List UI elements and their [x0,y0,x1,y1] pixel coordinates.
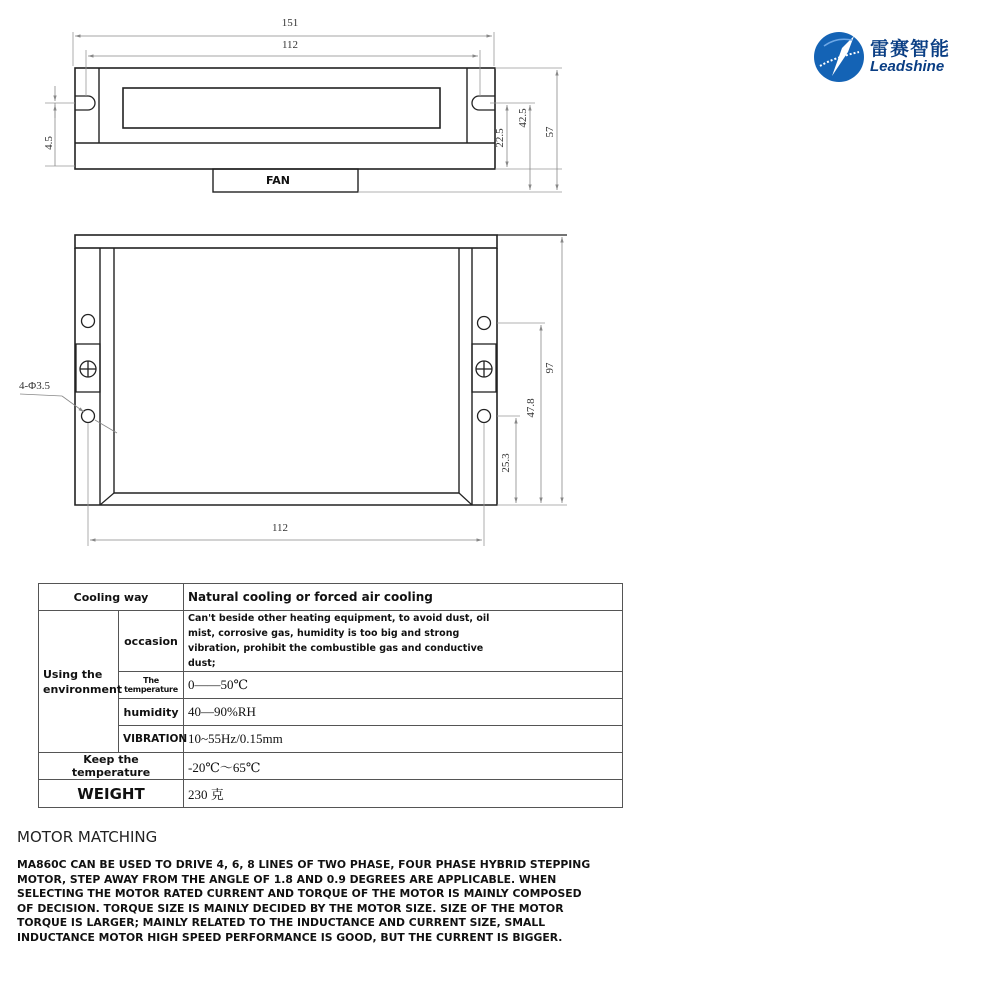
dim-4-5: 4.5 [43,136,55,150]
logo-chinese: 雷赛智能 [870,39,951,60]
table-row [39,699,623,726]
temperature-label: The temperature [119,672,184,699]
spec-table [38,583,623,808]
side-view-top-strip [75,235,497,248]
side-view [19,235,567,546]
dim-42-5: 42.5 [517,108,529,128]
leadshine-logo [812,30,962,86]
logo-english: Leadshine [870,58,945,75]
vibration-label: VIBRATION [119,726,184,753]
hole-top-left [82,315,95,328]
table-row [39,584,623,611]
weight-label: WEIGHT [39,780,184,808]
weight-value: 230 克 [184,780,623,808]
logo-globe-icon [812,30,866,84]
table-row [39,611,623,672]
humidity-value: 40—90%RH [184,699,623,726]
table-row [39,672,623,699]
top-view-window [123,88,440,128]
occasion-value: Can't beside other heating equipment, to avoid dust, oil mist, corrosive gas, humidity is too big and strong vibration, prohibit the combustible gas and conductive dust; [184,611,623,672]
dim-151: 151 [281,17,299,29]
dim-25-3: 25.3 [500,453,512,473]
dim-22-5: 22.5 [494,128,506,148]
humidity-label: humidity [119,699,184,726]
cooling-value: Natural cooling or forced air cooling [184,584,623,611]
hole-top-right [478,317,491,330]
left-slot [75,96,95,110]
table-row [39,726,623,753]
keep-temp-label: Keep the temperature [39,753,184,780]
dim-112-top: 112 [281,39,299,51]
dim-47-8: 47.8 [525,398,537,418]
environment-label: Using the environment [39,611,119,753]
dim-97: 97 [544,362,556,374]
motor-matching-title: MOTOR MATCHING [17,828,158,846]
occasion-label: occasion [119,611,184,672]
top-view-body [75,68,495,169]
hole-bottom-right [478,410,491,423]
top-view [43,17,562,192]
dim-holes: 4-Φ3.5 [19,380,50,392]
motor-matching-text: MA860C CAN BE USED TO DRIVE 4, 6, 8 LINES OF TWO PHASE, FOUR PHASE HYBRID STEPPING MOTOR, STEP AWAY FROM THE ANGLE OF 1.8 AND 0.9 DEGREES ARE APPLICABLE. WHEN SELECTING THE MOTOR RATED CURRENT AND TORQUE OF THE MOTOR IS MAINLY COMPOSED OF DECISION. TORQUE SIZE IS MAINLY DECIDED BY THE MOTOR SIZE. SIZE OF THE MOTOR TORQUE IS LARGER; MAINLY RELATED TO THE INDUCTANCE AND CURRENT SIZE, SMALL INDUCTANCE MOTOR HIGH SPEED PERFORMANCE IS GOOD, BUT THE CURRENT IS BIGGER. [17,858,591,944]
table-row [39,780,623,808]
vibration-value: 10~55Hz/0.15mm [184,726,623,753]
table-row [39,753,623,780]
dim-57: 57 [544,126,556,138]
fan-label: FAN [266,174,290,187]
cooling-label: Cooling way [39,584,184,611]
keep-temp-value: -20℃～65℃ [184,753,623,780]
dim-112-bottom: 112 [271,522,289,534]
temperature-value: 0——50℃ [184,672,623,699]
